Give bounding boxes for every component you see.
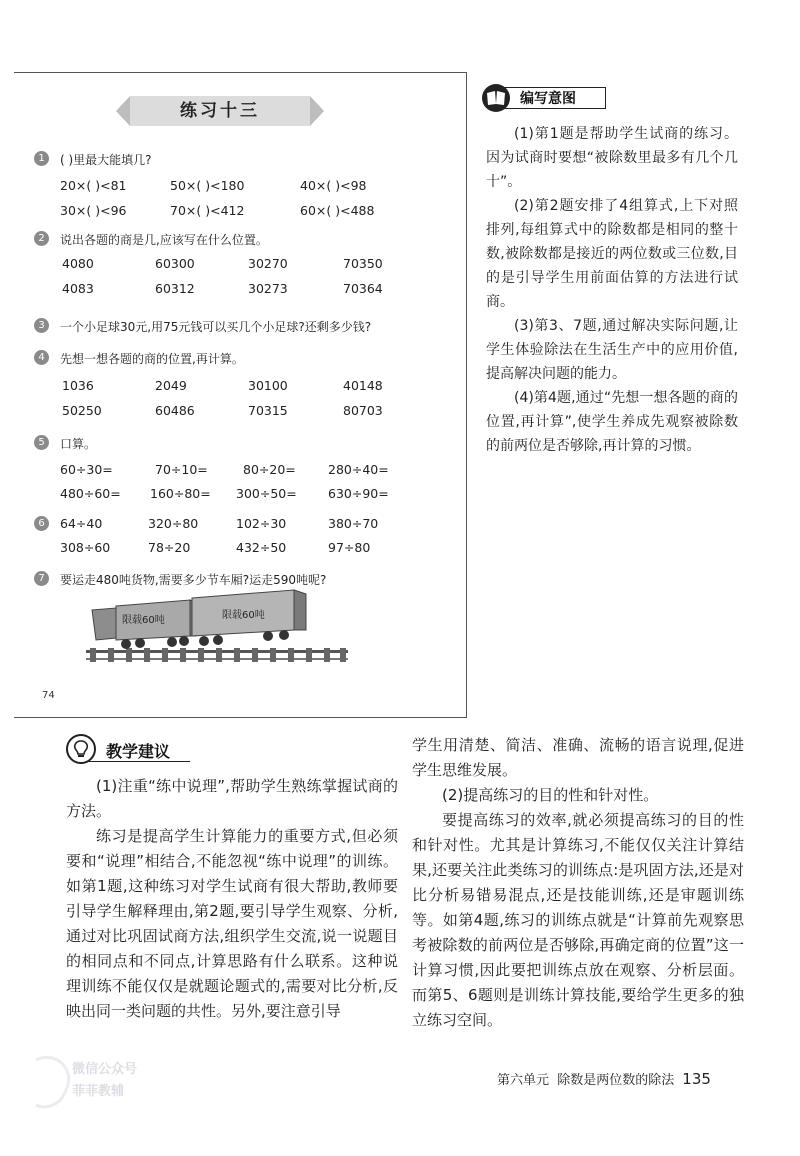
watermark: 微信公众号 菲菲教辅 [26,1050,156,1120]
freight-train-illustration [86,588,348,668]
chapter-label: 除数是两位数的除法 [557,1073,675,1088]
exercise-title: 练习十三 [180,101,260,121]
page-footer [497,1069,711,1088]
advice-paragraph: (2)提高练习的目的性和针对性。 [442,786,659,804]
inequality: 30×( )<96 [60,203,127,218]
wagon-capacity-label: 限载60吨 [122,615,165,626]
intent-paragraph: (2)第2题安排了4组算式,上下对照排列,每组算式中的除数都是相同的整十数,被除数都是接近的两位数或三位数,目的是引导学生用前面估算的方法进行试商。 [486,198,738,310]
intent-paragraph: (1)第1题是帮助学生试商的练习。因为试商时要想“被除数里最多有几个几十”。 [486,126,738,190]
long-division: 60486 [155,403,195,418]
page-number: 135 [682,1070,711,1088]
problem-number: 4 [34,350,49,365]
teaching-advice-heading: 教学建议 [66,734,190,764]
mental-math: 60÷30= [60,462,113,477]
long-division: 40148 [343,378,383,393]
long-division: 4080 [62,256,94,271]
long-division: 30100 [248,378,288,393]
problem-number: 7 [34,571,49,586]
lightbulb-icon [66,734,96,764]
problem-text: 一个小足球30元,用75元钱可以买几个小足球?还剩多少钱? [60,320,372,334]
long-division: 1036 [62,378,94,393]
division-expression: 78÷20 [148,540,191,555]
division-expression: 102÷30 [236,516,287,531]
problem-text: 说出各题的商是几,应该写在什么位置。 [60,233,268,247]
long-division: 60312 [155,281,195,296]
division-expression: 432÷50 [236,540,287,555]
mental-math: 300÷50= [236,486,297,501]
advice-paragraph: (1)注重“练中说理”,帮助学生熟练掌握试商的方法。 [66,777,398,820]
long-division: 30270 [248,256,288,271]
mental-math: 80÷20= [243,462,296,477]
mental-math: 280÷40= [328,462,389,477]
inequality: 20×( )<81 [60,178,127,193]
mental-math: 70÷10= [155,462,208,477]
book-icon [482,84,510,112]
division-expression: 380÷70 [328,516,379,531]
problem-number: 2 [34,231,49,246]
long-division: 70315 [248,403,288,418]
textbook-page-number: 74 [42,690,55,701]
problem-number: 3 [34,318,49,333]
long-division: 30273 [248,281,288,296]
division-expression: 97÷80 [328,540,371,555]
problem-text: 先想一想各题的商的位置,再计算。 [60,352,244,366]
problem-number: 1 [34,151,49,166]
division-expression: 308÷60 [60,540,111,555]
division-expression: 64÷40 [60,516,103,531]
long-division: 70350 [343,256,383,271]
mental-math: 480÷60= [60,486,121,501]
inequality: 40×( )<98 [300,178,367,193]
long-division: 2049 [155,378,187,393]
inequality: 50×( )<180 [170,178,245,193]
problem-number: 5 [34,435,49,450]
inequality: 70×( )<412 [170,203,245,218]
intent-paragraph: (3)第3、7题,通过解决实际问题,让学生体验除法在生活生产中的应用价值,提高解决问题的能力。 [486,318,738,382]
advice-paragraph: 要提高练习的效率,就必须提高练习的目的性和针对性。尤其是计算练习,不能仅仅关注计算结果,还要关注此类练习的训练点:是巩固方法,还是对比分析易错易混点,还是技能训练,还是审题训练等。如第4题,练习的训练点就是“计算前先观察思考被除数的前两位是否够除,再确定商的位置”这一计算习惯,因此要把训练点放在观察、分析层面。而第5、6题则是训练计算技能,要给学生更多的独立练习空间。 [412,811,744,1029]
long-division: 70364 [343,281,383,296]
inequality: 60×( )<488 [300,203,375,218]
unit-label: 第六单元 [497,1073,550,1088]
problem-number: 6 [34,516,49,531]
advice-paragraph: 练习是提高学生计算能力的重要方式,但必须要和“说理”相结合,不能忽视“练中说理”的训练。如第1题,这种练习对学生试商有很大帮助,教师要引导学生解释理由,第2题,要引导学生观察、分析,通过对比巩固试商方法,组织学生交流,说一说题目的相同点和不同点,计算思路有什么联系。这种说理训练不能仅仅是就题论题式的,需要对比分析,反映出同一类问题的共性。另外,要注意引导 [66,827,398,1020]
problem-text: 要运走480吨货物,需要多少节车厢?运走590吨呢? [60,573,327,587]
long-division: 4083 [62,281,94,296]
writing-intent-heading: 编写意图 [482,84,606,112]
mental-math: 630÷90= [328,486,389,501]
mental-math: 160÷80= [150,486,211,501]
long-division: 60300 [155,256,195,271]
long-division: 50250 [62,403,102,418]
division-expression: 320÷80 [148,516,199,531]
problem-text: ( )里最大能填几? [60,153,152,167]
intent-paragraph: (4)第4题,通过“先想一想各题的商的位置,再计算”,使学生养成先观察被除数的前两位是否够除,再计算的习惯。 [486,390,738,454]
wagon-capacity-label: 限载60吨 [222,610,265,621]
long-division: 80703 [343,403,383,418]
advice-paragraph: 学生用清楚、简洁、准确、流畅的语言说理,促进学生思维发展。 [412,736,744,779]
problem-text: 口算。 [60,437,97,451]
exercise-title-banner [130,96,310,126]
